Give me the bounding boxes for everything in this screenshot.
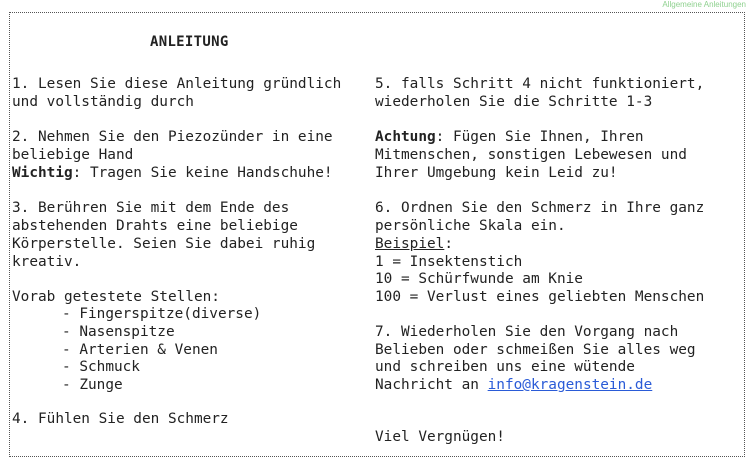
warning-label: Achtung: [375, 129, 436, 145]
page-title: ANLEITUNG: [150, 34, 229, 50]
example-colon: :: [444, 236, 453, 252]
email-link[interactable]: info@kragenstein.de: [487, 377, 653, 393]
step-7-line-2: Belieben oder schmeißen Sie alles weg: [375, 342, 696, 358]
warning-line-1: [375, 128, 644, 146]
example-heading: [375, 235, 453, 253]
warning-text: : Fügen Sie Ihnen, Ihren: [435, 129, 644, 145]
step-7-line-3: und schreiben uns eine wütende: [375, 359, 635, 375]
step-2-line-1: 2. Nehmen Sie den Piezozünder in eine: [12, 129, 333, 145]
scale-entry: 100 = Verlust eines geliebten Menschen: [375, 289, 705, 305]
step-7-line-4: [375, 376, 652, 394]
warning-line-2: Mitmenschen, sonstigen Lebewesen und: [375, 147, 687, 163]
step-3-line-3: Körperstelle. Seien Sie dabei ruhig: [12, 236, 316, 252]
tested-item: - Schmuck: [62, 359, 140, 375]
instruction-card: [9, 12, 745, 457]
step-6-line-1: 6. Ordnen Sie den Schmerz in Ihre ganz: [375, 200, 705, 216]
scale-entry: 10 = Schürfwunde am Knie: [375, 271, 583, 287]
example-label: Beispiel: [375, 236, 445, 252]
step-5-line-1: 5. falls Schritt 4 nicht funktioniert,: [375, 76, 705, 92]
step-3-line-2: abstehenden Drahts eine beliebige: [12, 218, 298, 234]
step-2-line-2: beliebige Hand: [12, 147, 134, 163]
right-column: [375, 13, 705, 445]
step-1-line-2: und vollständig durch: [12, 94, 194, 110]
warning-line-3: Ihrer Umgebung kein Leid zu!: [375, 165, 618, 181]
tested-item: - Arterien & Venen: [62, 342, 218, 358]
corner-note: Allgemeine Anleitungen: [662, 0, 746, 9]
tested-item: - Zunge: [62, 377, 123, 393]
step-3-line-1: 3. Berühren Sie mit dem Ende des: [12, 200, 290, 216]
tested-item: - Nasenspitze: [62, 324, 175, 340]
scale-entry: 1 = Insektenstich: [375, 254, 523, 270]
step-5-line-2: wiederholen Sie die Schritte 1-3: [375, 94, 653, 110]
important-text: : Tragen Sie keine Handschuhe!: [72, 165, 333, 181]
step-2-note: [12, 164, 333, 182]
step-6-line-2: persönliche Skala ein.: [375, 218, 566, 234]
step-3-line-4: kreativ.: [12, 254, 82, 270]
message-prefix: Nachricht an: [375, 377, 488, 393]
step-7-line-1: 7. Wiederholen Sie den Vorgang nach: [375, 324, 679, 340]
closing-line: Viel Vergnügen!: [375, 429, 505, 445]
left-column: [12, 13, 342, 427]
important-label: Wichtig: [12, 165, 73, 181]
tested-item: - Fingerspitze(diverse): [62, 306, 262, 322]
step-4: 4. Fühlen Sie den Schmerz: [12, 411, 229, 427]
step-1-line-1: 1. Lesen Sie diese Anleitung gründlich: [12, 76, 342, 92]
tested-heading: Vorab getestete Stellen:: [12, 289, 220, 305]
